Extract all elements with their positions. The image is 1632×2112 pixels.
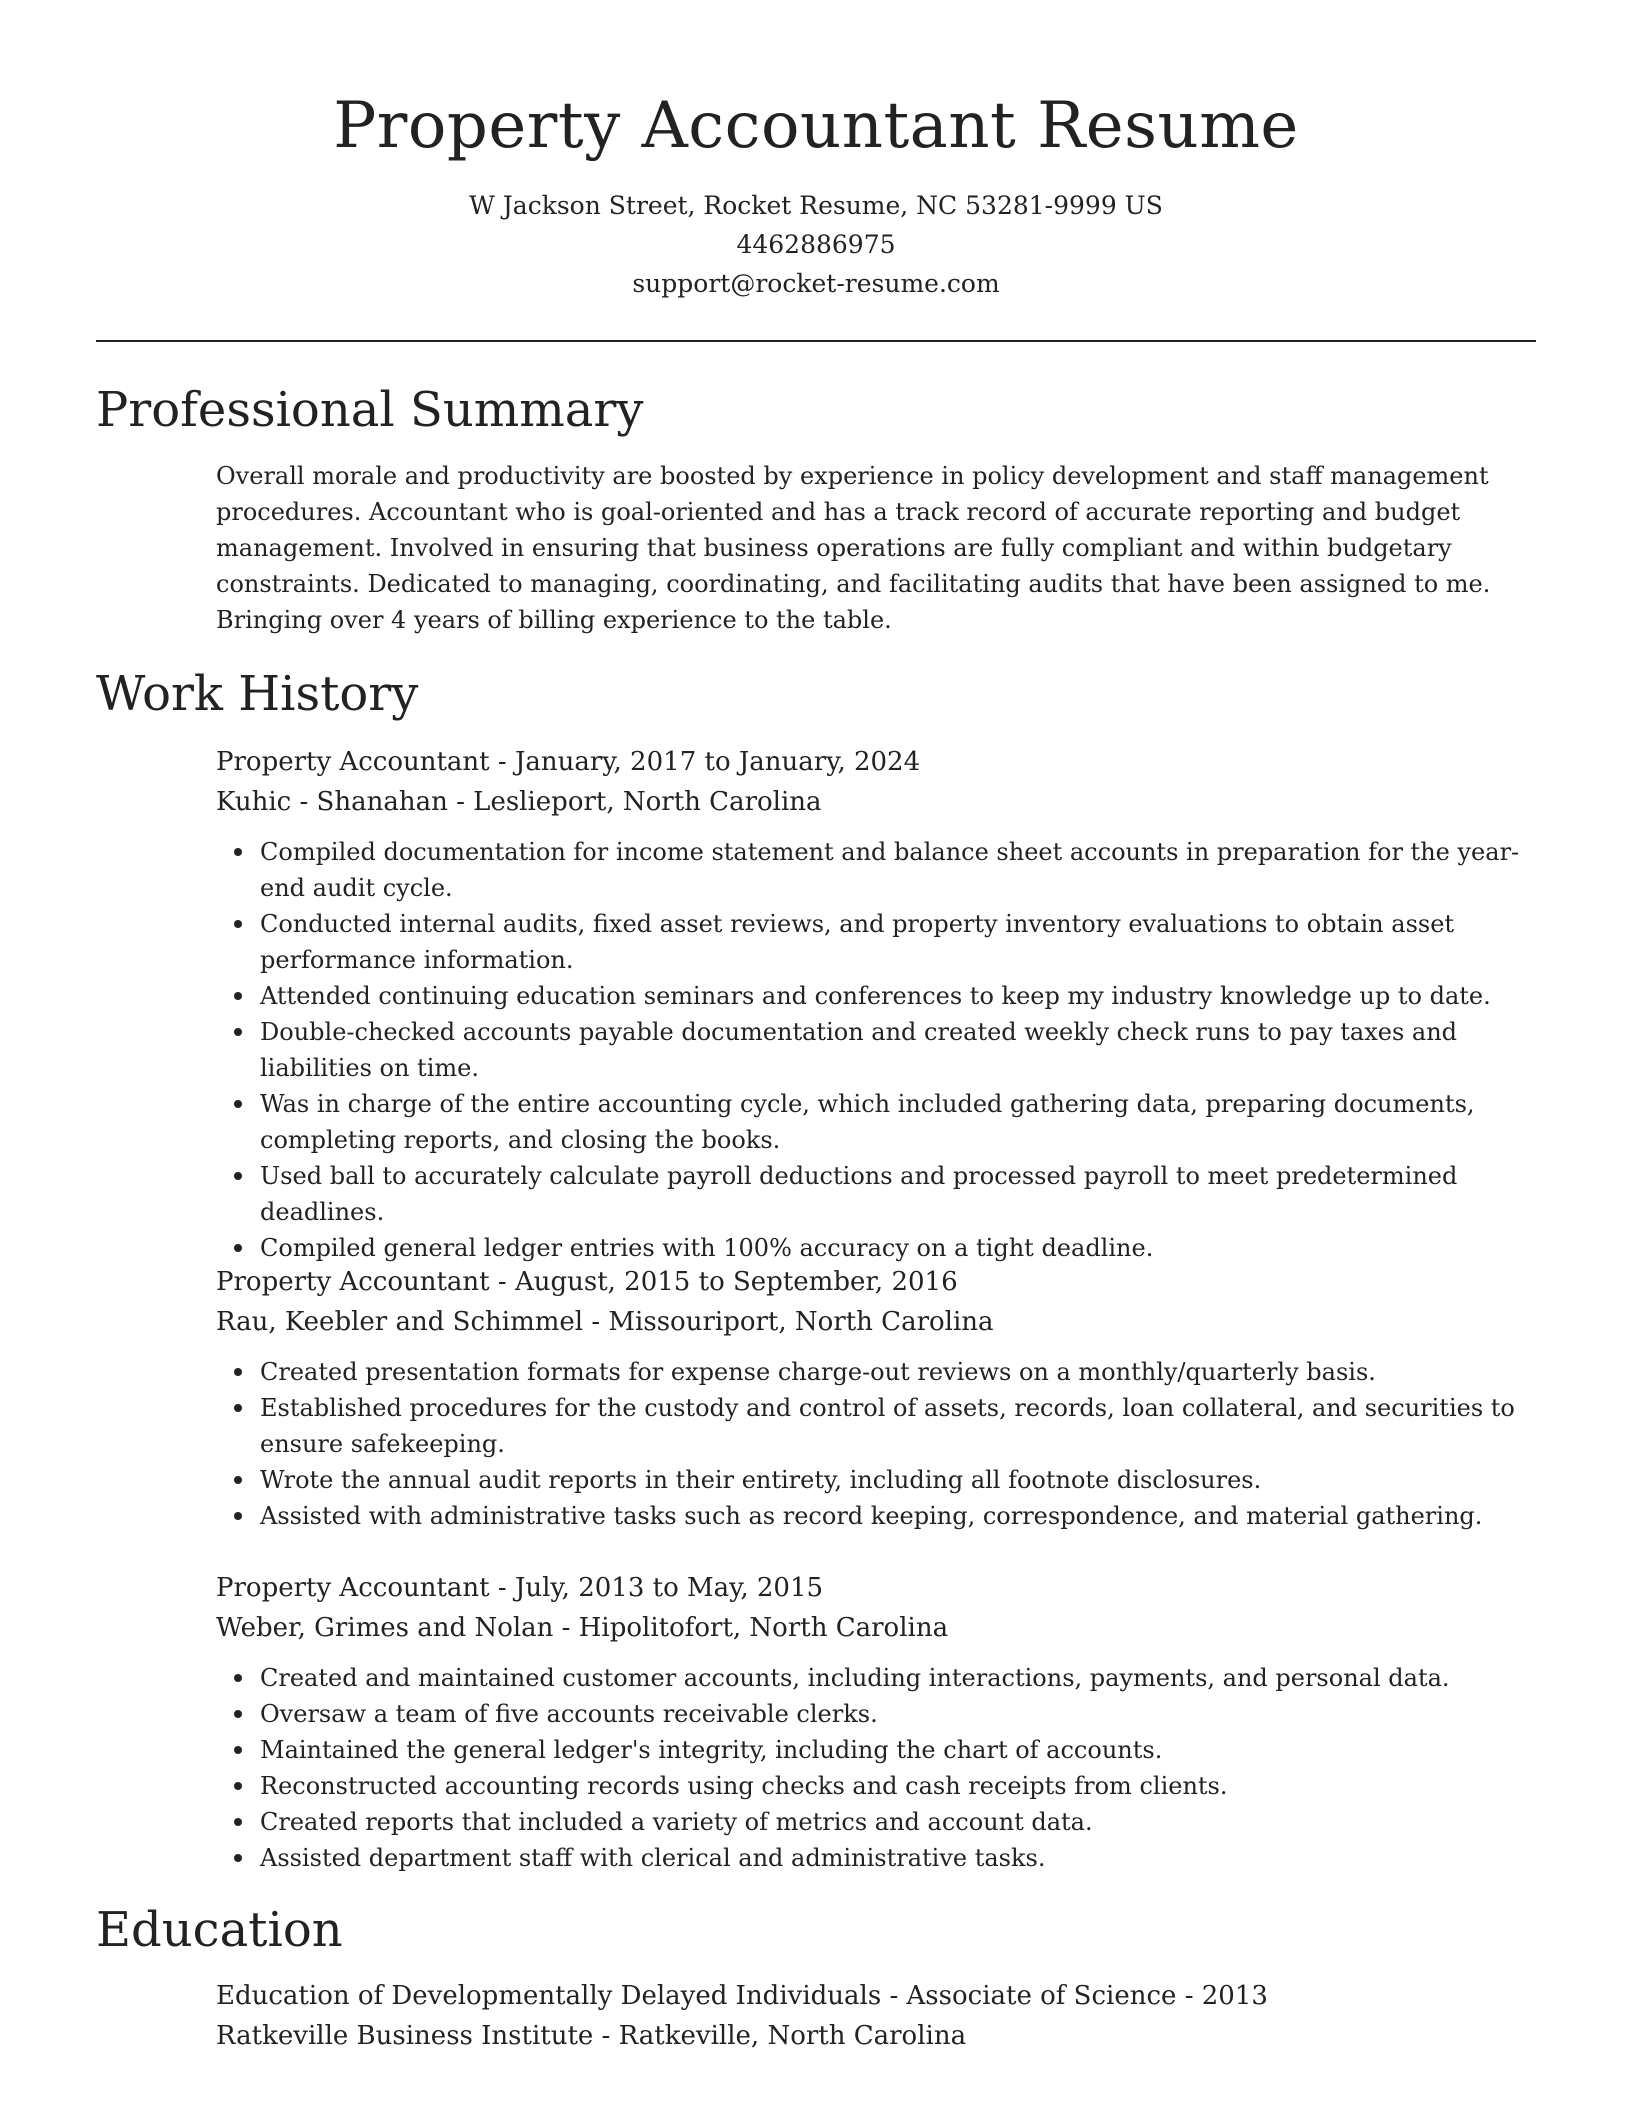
contact-email: support@rocket-resume.com	[632, 269, 1000, 298]
list-item: Assisted with administrative tasks such as record keeping, correspondence, and material gathering.	[260, 1498, 1536, 1534]
list-item: Compiled general ledger entries with 100% accuracy on a tight deadline.	[260, 1230, 1536, 1266]
education-heading: Education	[96, 1902, 343, 1958]
job-duties-list	[216, 1660, 1536, 1876]
job-location: Leslieport, North Carolina	[473, 787, 822, 817]
job-company-line: Rau, Keebler and Schimmel - Missouriport, North Carolina	[216, 1307, 994, 1337]
list-item: Created and maintained customer accounts, including interactions, payments, and personal data.	[260, 1660, 1536, 1696]
job-dates: January, 2017 to January, 2024	[514, 747, 921, 777]
list-item: Was in charge of the entire accounting cycle, which included gathering data, preparing documents, completing reports, and closing the books.	[260, 1086, 1536, 1158]
education-degree-line: Education of Developmentally Delayed Individuals - Associate of Science - 2013	[216, 1981, 1268, 2011]
list-item: Attended continuing education seminars and conferences to keep my industry knowledge up to date.	[260, 978, 1536, 1014]
job-title-line: Property Accountant - July, 2013 to May, 2015	[216, 1573, 824, 1603]
summary-text: Overall morale and productivity are boosted by experience in policy development and staff management procedures. Accountant who is goal-oriented and has a track record of accurate reporting and budget management. Involved in ensuring that business operations are fully compliant and within budgetary constraints. Dedicated to managing, coordinating, and facilitating audits that have been assigned to me. Bringing over 4 years of billing experience to the table.	[216, 462, 1491, 634]
education-year: 2013	[1201, 1981, 1268, 2011]
job-duties-list	[216, 1354, 1536, 1534]
job-location: Missouriport, North Carolina	[608, 1307, 994, 1337]
list-item: Assisted department staff with clerical and administrative tasks.	[260, 1840, 1536, 1876]
job-company-line: Kuhic - Shanahan - Leslieport, North Carolina	[216, 787, 822, 817]
education-school-line: Ratkeville Business Institute - Ratkeville, North Carolina	[216, 2021, 967, 2051]
job-duties-list	[216, 834, 1536, 1266]
list-item: Wrote the annual audit reports in their entirety, including all footnote disclosures.	[260, 1462, 1536, 1498]
education-degree: Associate of Science	[906, 1981, 1177, 2011]
list-item: Created reports that included a variety of metrics and account data.	[260, 1804, 1536, 1840]
job-role: Property Accountant	[216, 1267, 490, 1297]
job-role: Property Accountant	[216, 1573, 490, 1603]
list-item: Created presentation formats for expense charge-out reviews on a monthly/quarterly basis.	[260, 1354, 1536, 1390]
header-divider	[96, 340, 1536, 342]
contact-address: W Jackson Street, Rocket Resume, NC 53281-9999 US	[469, 191, 1163, 220]
job-title-line: Property Accountant - January, 2017 to January, 2024	[216, 747, 921, 777]
job-dates: July, 2013 to May, 2015	[514, 1573, 824, 1603]
job-entry	[216, 742, 1536, 1266]
list-item: Double-checked accounts payable documentation and created weekly check runs to pay taxes and liabilities on time.	[260, 1014, 1536, 1086]
job-title-line: Property Accountant - August, 2015 to September, 2016	[216, 1267, 958, 1297]
list-item: Compiled documentation for income statement and balance sheet accounts in preparation for the year-end audit cycle.	[260, 834, 1536, 906]
summary-heading: Professional Summary	[96, 382, 644, 438]
job-dates: August, 2015 to September, 2016	[514, 1267, 958, 1297]
education-school: Ratkeville Business Institute	[216, 2021, 594, 2051]
education-entry	[216, 1976, 1536, 2056]
job-company-line: Weber, Grimes and Nolan - Hipolitofort, North Carolina	[216, 1613, 949, 1643]
resume-header	[96, 80, 1536, 303]
list-item: Established procedures for the custody and control of assets, records, loan collateral, and securities to ensure safekeeping.	[260, 1390, 1536, 1462]
education-field: Education of Developmentally Delayed Individuals	[216, 1981, 882, 2011]
job-entry	[216, 1262, 1536, 1534]
contact-info	[96, 186, 1536, 303]
job-company: Weber, Grimes and Nolan	[216, 1613, 554, 1643]
list-item: Used ball to accurately calculate payroll deductions and processed payroll to meet predetermined deadlines.	[260, 1158, 1536, 1230]
list-item: Oversaw a team of five accounts receivable clerks.	[260, 1696, 1536, 1732]
list-item: Maintained the general ledger's integrity, including the chart of accounts.	[260, 1732, 1536, 1768]
job-entry	[216, 1568, 1536, 1876]
page-title: Property Accountant Resume	[333, 89, 1299, 163]
education-location: Ratkeville, North Carolina	[618, 2021, 967, 2051]
job-company: Rau, Keebler and Schimmel	[216, 1307, 584, 1337]
list-item: Reconstructed accounting records using checks and cash receipts from clients.	[260, 1768, 1536, 1804]
contact-phone: 4462886975	[736, 230, 896, 259]
job-location: Hipolitofort, North Carolina	[578, 1613, 949, 1643]
job-company: Kuhic - Shanahan	[216, 787, 448, 817]
job-role: Property Accountant	[216, 747, 490, 777]
work-history-heading: Work History	[96, 666, 419, 722]
list-item: Conducted internal audits, fixed asset reviews, and property inventory evaluations to obtain asset performance information.	[260, 906, 1536, 978]
